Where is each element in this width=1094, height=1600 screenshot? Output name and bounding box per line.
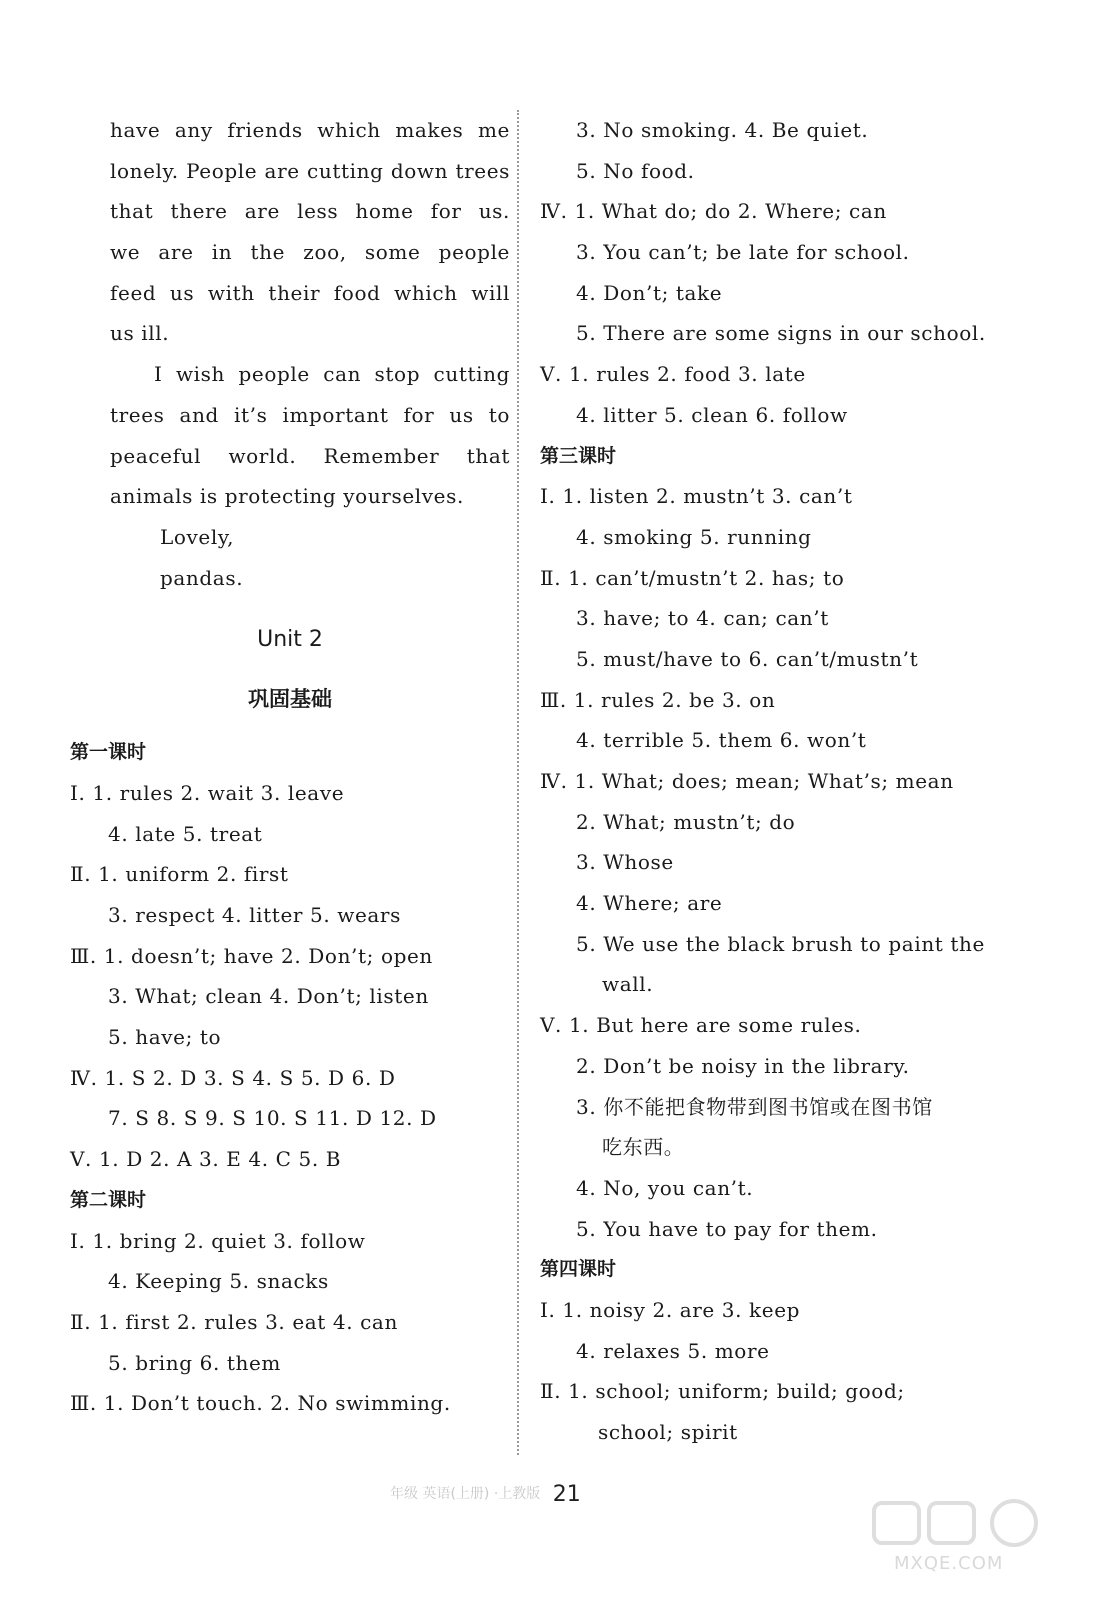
- answer-line: 5. You have to pay for them.: [576, 1216, 878, 1241]
- text-line: peaceful world. Remember that: [110, 443, 510, 468]
- answer-line: 3. 你不能把食物带到图书馆或在图书馆: [576, 1094, 933, 1119]
- page-footer: [390, 1482, 581, 1507]
- text-line: feed us with their food which will: [110, 280, 510, 305]
- text-line: that there are less home for us.: [110, 199, 510, 224]
- lesson-1-title: 第一课时: [70, 741, 147, 764]
- answer-line: 4. terrible 5. them 6. won’t: [576, 728, 867, 753]
- right-column: [540, 110, 1000, 1453]
- answer-line: wall.: [602, 972, 654, 997]
- watermark-logo: [864, 1495, 1064, 1585]
- watermark-text: MXQE.COM: [894, 1553, 1004, 1574]
- answer-line: 2. What; mustn’t; do: [576, 809, 796, 834]
- answer-line: 7. S 8. S 9. S 10. S 11. D 12. D: [108, 1106, 437, 1131]
- answer-line: 5. must/have to 6. can’t/mustn’t: [576, 646, 919, 671]
- answer-line: 2. Don’t be noisy in the library.: [576, 1053, 910, 1078]
- lesson-3-answers: [540, 476, 1000, 1249]
- letter-closing: Lovely,: [160, 524, 235, 549]
- lesson-2-answers-continued: [540, 110, 1000, 436]
- lesson-4-answers: [540, 1290, 1000, 1453]
- answer-line: 4. Don’t; take: [576, 280, 723, 305]
- answer-line: Ⅲ. 1. rules 2. be 3. on: [540, 687, 776, 712]
- answer-line: 3. What; clean 4. Don’t; listen: [108, 984, 429, 1009]
- section-title: 巩固基础: [248, 687, 332, 712]
- answer-line: Ⅴ. 1. But here are some rules.: [540, 1013, 862, 1038]
- text-line: lonely. People are cutting down trees: [110, 158, 510, 183]
- answer-line: Ⅱ. 1. can’t/mustn’t 2. has; to: [540, 565, 845, 590]
- left-column: [70, 110, 510, 1424]
- answer-line: Ⅱ. 1. first 2. rules 3. eat 4. can: [70, 1309, 398, 1334]
- answer-line: school; spirit: [598, 1420, 738, 1444]
- lesson-3-title: 第三课时: [540, 444, 617, 467]
- letter-signature: pandas.: [160, 565, 244, 590]
- text-line: animals is protecting yourselves.: [110, 484, 464, 509]
- answer-line: 3. You can’t; be late for school.: [576, 240, 910, 265]
- answer-line: 5. have; to: [108, 1025, 222, 1050]
- answer-line: Ⅴ. 1. D 2. A 3. E 4. C 5. B: [70, 1147, 342, 1172]
- text-line: us ill.: [110, 321, 170, 346]
- letter-paragraph-2: [70, 354, 510, 517]
- answer-line: 5. No food.: [576, 158, 695, 183]
- watermark-emblem-icon: [864, 1495, 1064, 1555]
- answer-line: 4. smoking 5. running: [576, 524, 812, 549]
- answer-line: Ⅳ. 1. What do; do 2. Where; can: [540, 199, 887, 224]
- answer-line: 4. No, you can’t.: [576, 1175, 754, 1200]
- answer-line: 4. Keeping 5. snacks: [108, 1269, 329, 1294]
- lesson-4-title: 第四课时: [540, 1258, 617, 1281]
- answer-line: Ⅴ. 1. rules 2. food 3. late: [540, 362, 806, 387]
- answer-line: Ⅳ. 1. S 2. D 3. S 4. S 5. D 6. D: [70, 1065, 396, 1090]
- answer-line: 3. Whose: [576, 850, 674, 875]
- answer-line: Ⅰ. 1. rules 2. wait 3. leave: [70, 780, 345, 805]
- answer-line: Ⅲ. 1. Don’t touch. 2. No swimming.: [70, 1391, 451, 1416]
- column-divider: [517, 110, 519, 1455]
- answer-line: 3. No smoking. 4. Be quiet.: [576, 118, 869, 142]
- answer-line: 5. bring 6. them: [108, 1350, 281, 1375]
- answer-line: Ⅲ. 1. doesn’t; have 2. Don’t; open: [70, 943, 433, 968]
- answer-line: Ⅱ. 1. uniform 2. first: [70, 862, 289, 887]
- answer-line: Ⅰ. 1. noisy 2. are 3. keep: [540, 1297, 801, 1322]
- lesson-1-answers: [70, 773, 510, 1180]
- letter-paragraph-1: [70, 110, 510, 354]
- text-line: I wish people can stop cutting: [154, 362, 510, 387]
- lesson-2-title: 第二课时: [70, 1188, 147, 1211]
- answer-line: 5. There are some signs in our school.: [576, 321, 986, 346]
- lesson-2-answers: [70, 1221, 510, 1424]
- page-number: 21: [552, 1482, 581, 1507]
- answer-line: 3. have; to 4. can; can’t: [576, 606, 829, 631]
- text-line: we are in the zoo, some people: [110, 240, 510, 265]
- answer-line: Ⅱ. 1. school; uniform; build; good;: [540, 1379, 905, 1404]
- unit-title: Unit 2: [257, 627, 323, 653]
- answer-line: Ⅳ. 1. What; does; mean; What’s; mean: [540, 769, 954, 793]
- answer-line: 吃东西。: [602, 1135, 685, 1160]
- answer-line: 4. litter 5. clean 6. follow: [576, 402, 848, 427]
- footer-series-label: 年级 英语(上册) ·上教版: [390, 1486, 541, 1502]
- answer-line: 4. relaxes 5. more: [576, 1338, 770, 1363]
- answer-line: Ⅰ. 1. listen 2. mustn’t 3. can’t: [540, 484, 853, 509]
- answer-line: 5. We use the black brush to paint the: [576, 931, 985, 956]
- answer-line: 4. Where; are: [576, 891, 723, 916]
- text-line: have any friends which makes me: [110, 118, 510, 142]
- answer-line: Ⅰ. 1. bring 2. quiet 3. follow: [70, 1228, 366, 1253]
- text-line: trees and it’s important for us to: [110, 402, 510, 427]
- answer-line: 3. respect 4. litter 5. wears: [108, 903, 401, 927]
- answer-line: 4. late 5. treat: [108, 821, 263, 846]
